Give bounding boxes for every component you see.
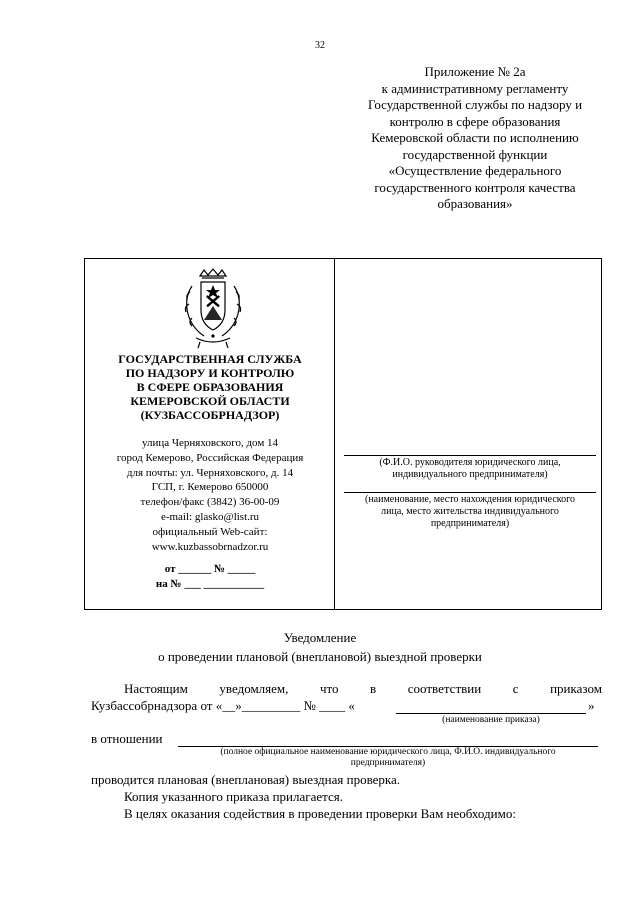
page-number: 32 [315,40,325,51]
appendix-line: контролю в сфере образования [389,113,561,129]
coat-of-arms-icon [178,266,248,350]
word: уведомляем, [219,681,289,696]
address-line: улица Черняховского, дом 14 [141,437,279,449]
agency-line: В СФЕРЕ ОБРАЗОВАНИЯ [136,380,284,394]
word: с [512,681,519,696]
appendix-line: Кемеровской области по исполнению [371,130,579,145]
website-label: официальный Web-сайт: [152,525,268,538]
order-quote-close: » [588,698,595,713]
phone-line: телефон/факс (3842) 36-00-09 [140,496,280,509]
word: в [370,681,377,696]
hint-line: (полное официальное наименование юридического лица, Ф.И.О. индивидуального [220,747,556,757]
reply-to-line: на № ___ ___________ [155,577,265,590]
order-reference-line: Кузбассобрнадзора от «__»_________ № ____ « [91,698,355,713]
agency-line: КЕМЕРОВСКОЙ ОБЛАСТИ [130,394,290,408]
word: соответствии [407,681,482,696]
appendix-line: Государственной службы по надзору и [367,97,583,112]
appendix-line: к административному регламенту [381,80,569,96]
order-name-hint: (наименование приказа) [442,715,540,725]
subtitle-line: о проведении плановой (внеплановой) выездной проверки [158,649,482,664]
title-line: Уведомление [283,630,357,645]
caption-line: лица, место жительства индивидуального [381,506,559,517]
outgoing-reference [90,562,330,591]
letterhead-divider [334,258,335,610]
caption-line: индивидуального предпринимателя) [392,469,548,480]
recipient-name-line [344,455,596,456]
notice-intro-line [124,681,602,697]
word: Настоящим [124,681,188,696]
postal-address-line: для почты: ул. Черняховского, д. 14 [126,466,294,479]
regarding-label: в отношении [91,731,163,746]
caption-line: (Ф.И.О. руководителя юридического лица, [379,457,561,468]
order-name-field [396,713,586,714]
appendix-line: государственной функции [402,146,548,162]
agency-line: ПО НАДЗОРУ И КОНТРОЛЮ [125,366,295,380]
email-line: e-mail: glasko@list.ru [160,510,260,523]
letterhead-table [84,258,602,610]
date-number-line: от ______ № _____ [164,563,256,575]
appendix-line: «Осуществление федерального [388,163,562,178]
agency-contacts [90,436,330,554]
appendix-line: государственного контроля качества [374,179,576,195]
caption-line: (наименование, место нахождения юридического [365,494,575,505]
recipient-address-line [344,492,596,493]
entity-name-hint [178,747,598,769]
agency-line: (КУЗБАССОБРНАДЗОР) [140,408,280,422]
website-link[interactable]: www.kuzbassobrnadzor.ru [151,540,269,553]
postal-code-line: ГСП, г. Кемерово 650000 [151,481,269,494]
inspection-line: проводится плановая (внеплановая) выездная проверка. [91,772,401,787]
word: приказом [550,681,602,696]
attachment-line: Копия указанного приказа прилагается. [124,789,343,804]
agency-name [90,352,330,422]
assistance-line: В целях оказания содействия в проведении проверки Вам необходимо: [124,806,516,821]
appendix-line: образования» [437,196,513,211]
recipient-name-caption [344,457,596,481]
caption-line: предпринимателя) [430,518,510,529]
appendix-line: Приложение № 2а [424,64,526,79]
appendix-header [336,64,614,213]
recipient-address-caption [344,494,596,530]
address-line: город Кемерово, Российская Федерация [116,451,304,464]
agency-line: ГОСУДАРСТВЕННАЯ СЛУЖБА [118,352,302,366]
hint-line: предпринимателя) [350,758,426,768]
notice-title [0,628,640,666]
word: что [319,681,339,696]
